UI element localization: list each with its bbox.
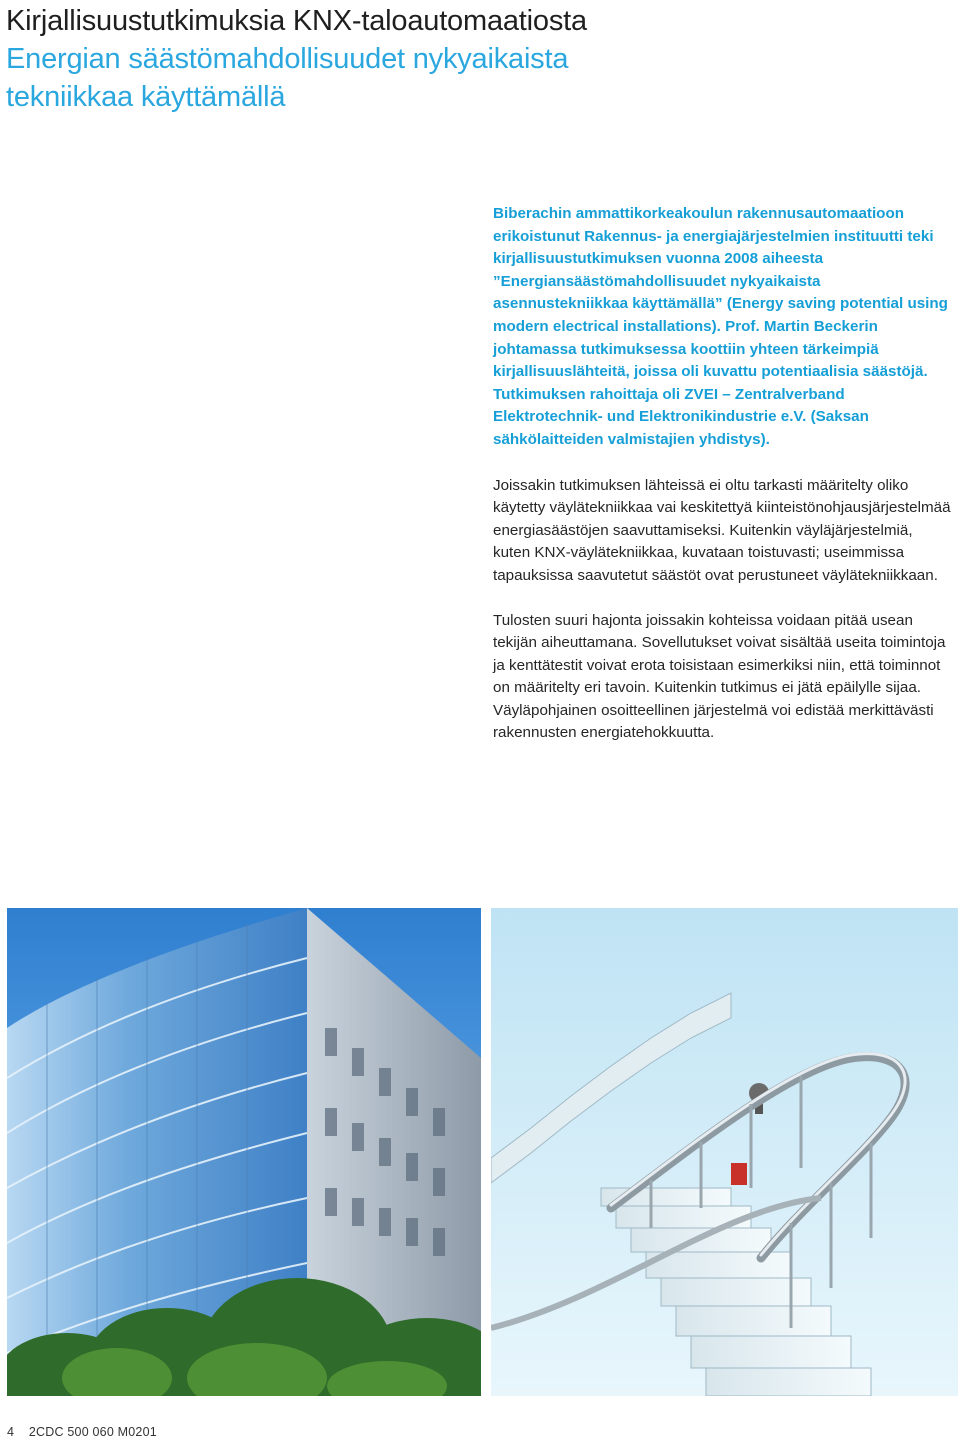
page-footer — [7, 1425, 157, 1439]
stairwell-photo — [491, 908, 958, 1396]
body-paragraph-2: Joissakin tutkimuksen lähteissä ei oltu tarkasti määritelty oliko käytetty väylätekniikkaa vai keskitettyä kiinteistönohjausjärjestelmää energiasäästöjen saavuttamiseksi. Kuitenkin väyläjärjestelmiä, kuten KNX-väylätekniikkaa, kuvataan toistuvasti; useimmissa tapauksissa saavutetut säästöt ovat perustuneet väylätekniikkaan. — [493, 476, 951, 584]
title-line-1: Kirjallisuustutkimuksia KNX-taloautomaatiosta — [6, 5, 587, 37]
building-photo — [7, 908, 481, 1396]
title-line-3: tekniikkaa käyttämällä — [6, 81, 286, 113]
page-title — [6, 2, 946, 116]
title-line-2: Energian säästömahdollisuudet nykyaikaista — [6, 43, 569, 75]
page-number: 4 — [7, 1425, 15, 1439]
body-column — [493, 203, 953, 767]
document-code: 2CDC 500 060 M0201 — [28, 1425, 157, 1439]
lead-paragraph: Biberachin ammattikorkeakoulun rakennusautomaatioon erikoistunut Rakennus- ja energiajärjestelmien instituutti teki kirjallisuustutkimuksen vuonna 2008 aiheesta ”Energiansäästömahdollisuudet nykyaikaista asennustekniikkaa käyttämällä” (Energy saving potential using modern electrical installations). Prof. Martin Beckerin johtamassa tutkimuksessa koottiin yhteen tärkeimpiä kirjallisuuslähteitä, joissa oli kuvattu potentiaalisia säästöjä. Tutkimuksen rahoittaja oli ZVEI – Zentralverband Elektrotechnik- und Elektronikindustrie e.V. (Saksan sähkölaitteiden valmistajien yhdistys). — [493, 205, 948, 448]
body-paragraph-3: Tulosten suuri hajonta joissakin kohteissa voidaan pitää usean tekijän aiheuttamana. Sovellutukset voivat sisältää useita toimintoja ja kenttätestit voivat erota toisistaan esimerkiksi niin, että toiminnot on määritelty eri tavoin. Kuitenkin tutkimus ei jätä epäilylle sijaa. Väyläpohjainen osoitteellinen järjestelmä voi edistää merkittävästi rakennusten energiatehokkuutta. — [493, 611, 946, 742]
